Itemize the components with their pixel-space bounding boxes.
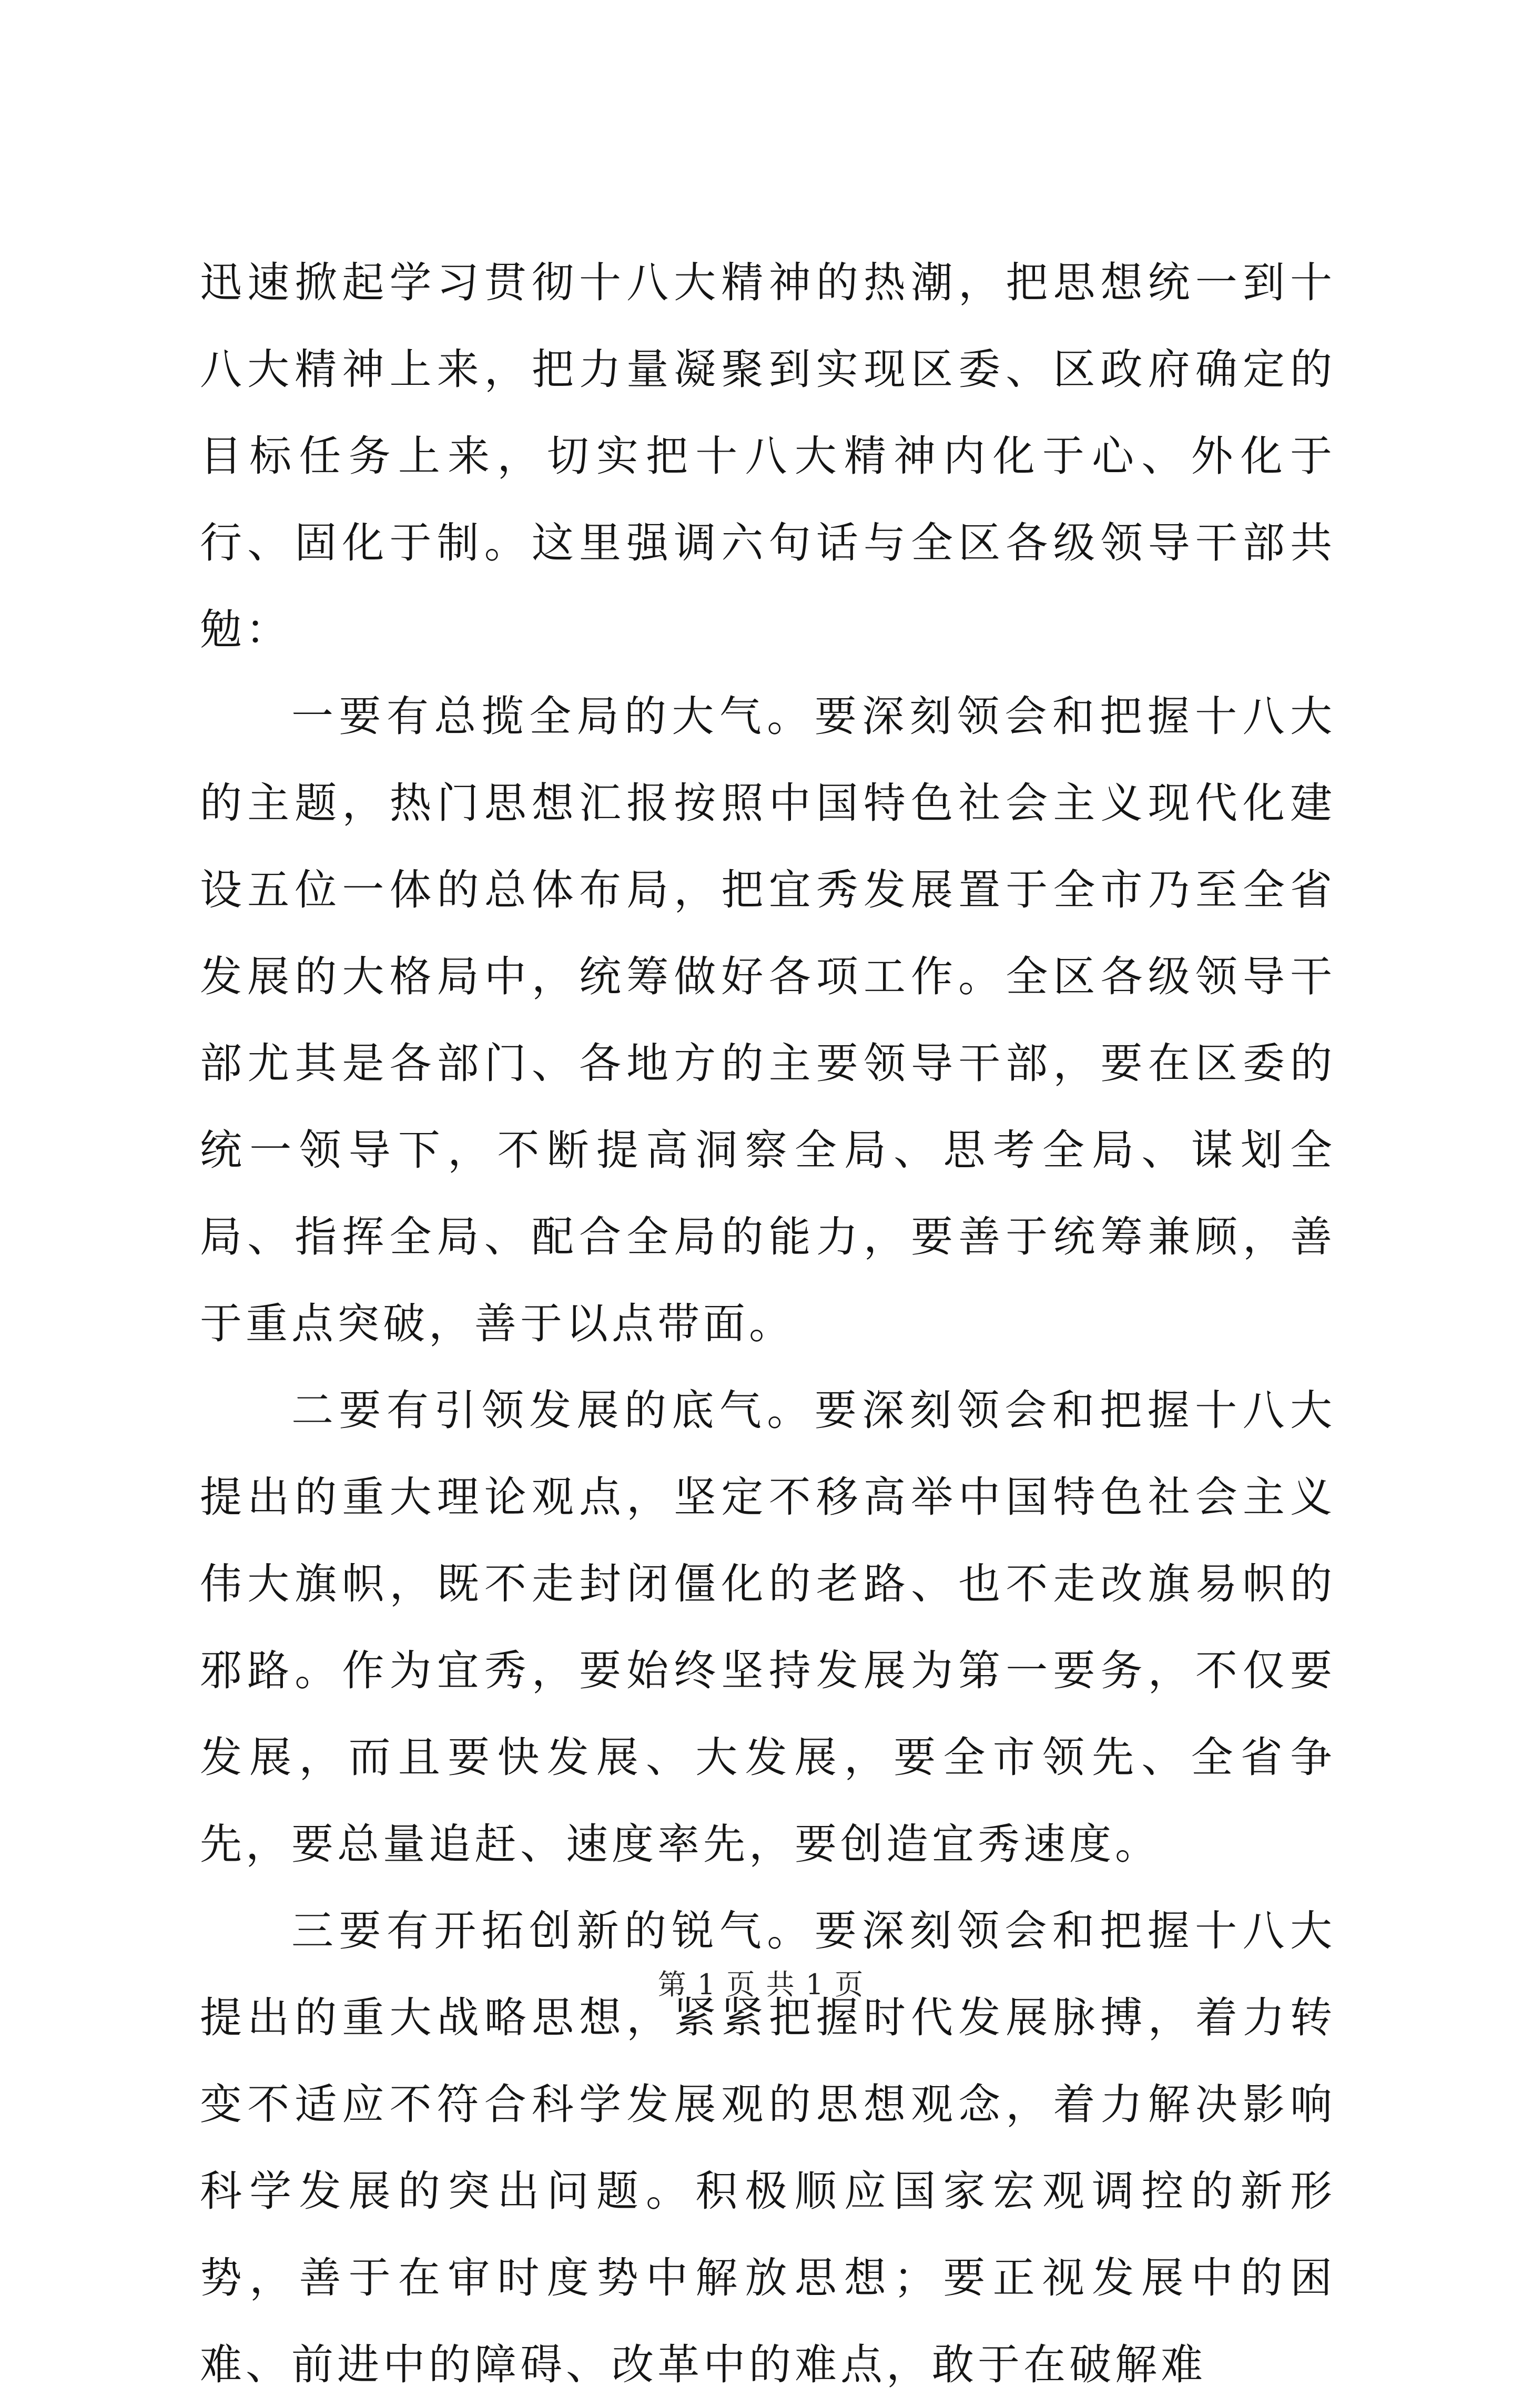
paragraph-point-one: 一要有总揽全局的大气。要深刻领会和把握十八大的主题，热门思想汇报按照中国特色社会主义现代化建设五位一体的总体布局，把宜秀发展置于全市乃至全省发展的大格局中，统筹做好各项工作。全区各级领导干部尤其是各部门、各地方的主要领导干部，要在区委的统一领导下，不断提高洞察全局、思考全局、谋划全局、指挥全局、配合全局的能力，要善于统筹兼顾，善于重点突破，善于以点带面。	[200, 692, 1336, 1348]
document-body	[200, 239, 1336, 2408]
paragraph-intro: 迅速掀起学习贯彻十八大精神的热潮，把思想统一到十八大精神上来，把力量凝聚到实现区委、区政府确定的目标任务上来，切实把十八大精神内化于心、外化于行、固化于制。这里强调六句话与全区各级领导干部共勉：	[200, 258, 1336, 654]
paragraph-point-three: 三要有开拓创新的锐气。要深刻领会和把握十八大提出的重大战略思想，紧紧把握时代发展脉搏，着力转变不适应不符合科学发展观的思想观念，着力解决影响科学发展的突出问题。积极顺应国家宏观调控的新形势，善于在审时度势中解放思想；要正视发展中的困难、前进中的障碍、改革中的难点，敢于在破解难	[200, 1906, 1336, 2389]
page-footer: 第 1 页 共 1 页	[657, 1968, 865, 2001]
paragraph-point-two: 二要有引领发展的底气。要深刻领会和把握十八大提出的重大理论观点，坚定不移高举中国特色社会主义伟大旗帜，既不走封闭僵化的老路、也不走改旗易帜的邪路。作为宜秀，要始终坚持发展为第一要务，不仅要发展，而且要快发展、大发展，要全市领先、全省争先，要总量追赶、速度率先，要创造宜秀速度。	[200, 1386, 1336, 1869]
